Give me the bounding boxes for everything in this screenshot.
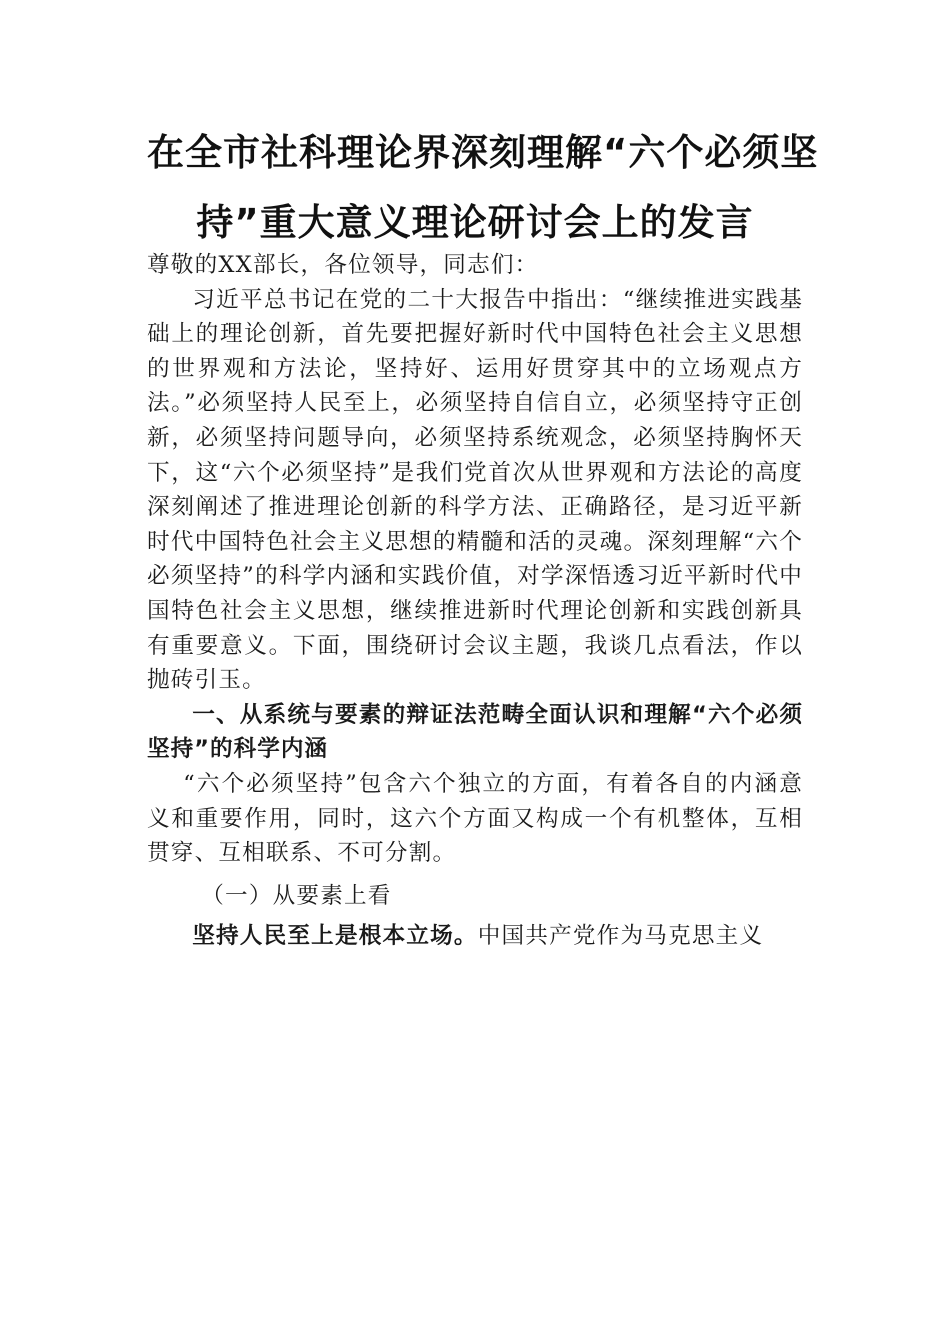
- title-line-1: 在全市社科理论界深刻理解“六个必须坚: [147, 131, 819, 174]
- subsection-heading-1: （一）从要素上看: [201, 882, 392, 909]
- paragraph-body-text: 中国共产党作为马克思主义: [477, 923, 764, 950]
- paragraph-lead-text: 坚持人民至上是根本立场。: [192, 923, 478, 950]
- document-page: [147, 118, 819, 954]
- document-title: [147, 118, 819, 258]
- paragraph-intro: 习近平总书记在党的二十大报告中指出：“继续推进实践基础上的理论创新，首先要把握好新时代中国特色社会主义思想的世界观和方法论，坚持好、运用好贯穿其中的立场观点方法。”必须坚持人民至上，必须坚持自信自立，必须坚持守正创新，必须坚持问题导向，必须坚持系统观念，必须坚持胸怀天下，这“六个必须坚持”是我们党首次从世界观和方法论的高度深刻阐述了推进理论创新的科学方法、正确路径，是习近平新时代中国特色社会主义思想的精髓和活的灵魂。深刻理解“六个必须坚持”的科学内涵和实践价值，对学深悟透习近平新时代中国特色社会主义思想，继续推进新时代理论创新和实践创新具有重要意义。下面，围绕研讨会议主题，我谈几点看法，作以抛砖引玉。: [147, 286, 803, 694]
- title-line-2: 持”重大意义理论研讨会上的发言: [196, 201, 754, 244]
- paragraph-people-first: [147, 919, 803, 954]
- salutation: 尊敬的XX部长，各位领导，同志们：: [147, 252, 539, 278]
- paragraph-overview: “六个必须坚持”包含六个独立的方面，有着各自的内涵意义和重要作用，同时，这六个方面又构成一个有机整体，互相贯穿、互相联系、不可分割。: [147, 770, 803, 867]
- section-heading-1: 一、从系统与要素的辩证法范畴全面认识和理解“六个必须坚持”的科学内涵: [147, 701, 803, 763]
- document-body: [147, 248, 803, 954]
